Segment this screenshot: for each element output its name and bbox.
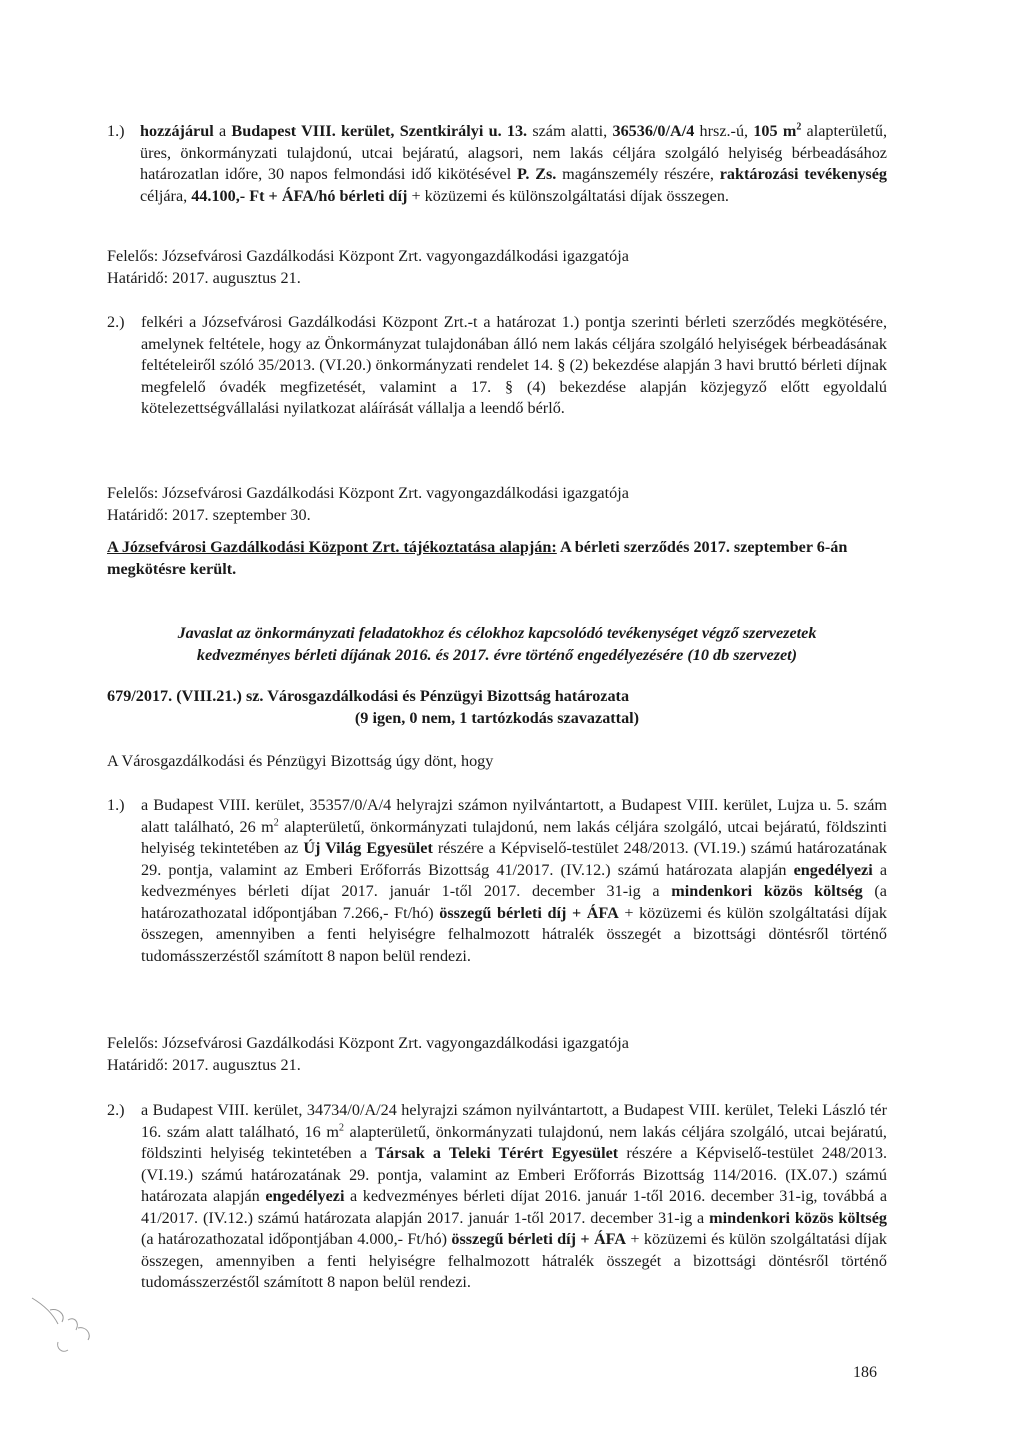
text-run: a Budapest VIII. kerület, 34734/0/A/24 helyrajzi számon nyilvántartott, a Budapest VIII. kerület, Teleki László tér 16. szám alatt található, 16 m <box>141 1101 887 1141</box>
item-number: 1.) <box>107 122 125 140</box>
item-number: 1.) <box>107 796 125 814</box>
text-run: + közüzemi és külön szolgáltatási díjak összegen, amennyiben a fenti helyiségre felhalmozott hátralék összegét a bizottsági döntésről történő tudomásszerzéstől számított 8 napon belül rendezi. <box>141 1230 887 1291</box>
superscript: 2 <box>338 1122 344 1134</box>
text-run: + közüzemi és külön szolgáltatási díjak összegen, amennyiben a fenti helyiségre felhalmozott hátralék összegét a bizottsági döntésről történő tudomásszerzéstől számított 8 napon belül rendezi. <box>141 903 887 965</box>
text-run: céljára, <box>140 186 192 205</box>
resolution-item-1 <box>107 121 887 207</box>
handwritten-initials <box>28 1290 108 1360</box>
text-run: a kedvezményes bérleti díjat 2016. január 1-től 2016. december 31-ig, továbbá a 41/2017. (IV.12.) számú határozata alapján 2017. január 1-től 2017. december 31-ig a <box>141 1187 888 1227</box>
info-text <box>107 537 887 580</box>
text-run: mindenkori közös költség <box>671 882 863 900</box>
text-run: engedélyezi <box>265 1187 345 1205</box>
responsible-line: Felelős: Józsefvárosi Gazdálkodási Központ Zrt. vagyongazdálkodási igazgatója <box>107 484 629 502</box>
superscript: 2 <box>273 817 279 829</box>
responsible-line: Felelős: Józsefvárosi Gazdálkodási Központ Zrt. vagyongazdálkodási igazgatója <box>107 247 629 265</box>
text-run: részére a Képviselő-testület 248/2013. (VI.19.) számú határozatának 29. pontja, valamint az Emberi Erőforrás Bizottság 114/2016. (IX.07.) számú határozata alapján <box>141 1144 887 1205</box>
text-run: (a határozathozatal időpontjában 4.000,- Ft/hó) <box>141 1230 452 1248</box>
superscript: 2 <box>796 121 802 133</box>
text-run: a <box>213 122 232 140</box>
text-run: A bérleti szerződés 2017. szeptember 6-án megkötésre került. <box>107 538 848 578</box>
intro-text: A Városgazdálkodási és Pénzügyi Bizottság úgy dönt, hogy <box>107 752 494 770</box>
underlined-text: A Józsefvárosi Gazdálkodási Központ Zrt. tájékoztatása alapján: <box>107 538 557 556</box>
text-run: 36536/0/A/4 <box>612 122 695 140</box>
proposal-line-1: Javaslat az önkormányzati feladatokhoz és célokhoz kapcsolódó tevékenységet végző szervezetek <box>177 624 817 642</box>
item-text: felkéri a Józsefvárosi Gazdálkodási Központ Zrt.-t a határozat 1.) pontja szerinti bérleti szerződés megkötésére, amelynek feltétele, hogy az Önkormányzat tulajdonában álló nem lakás céljára szolgáló helyiségek bérbeadásának feltételeiről szóló 35/2013. (VI.20.) önkormányzati rendelet 14. § (2) bekezdése alapján 3 havi bruttó bérleti díjnak megfelelő óvadék megfizetését, valamint a 17. § (4) bekezdése alapján közjegyző előtt egyoldalú kötelezettségvállalási nyilatkozat aláírását vállalja a leendő bérlő. <box>141 313 887 417</box>
text-run: Társak a Teleki Térért Egyesület <box>375 1144 619 1162</box>
info-note <box>107 537 887 580</box>
text-run: mindenkori közös költség <box>709 1208 887 1227</box>
text-run: + közüzemi és különszolgáltatási díjak összegen. <box>407 186 729 205</box>
item-number: 2.) <box>107 1101 125 1119</box>
text-run: összegű bérleti díj + ÁFA <box>451 1230 627 1248</box>
text-run: alapterületű, üres, önkormányzati tulajdonú, utcai bejáratú, alagsori, nem lakás céljára szolgáló helyiség bérbeadásához határozatlan időre, 30 napos felmondási idő kikötésével <box>140 122 888 183</box>
text-run: a kedvezményes bérleti díjat 2017. január 1-től 2017. december 31-ig a <box>141 860 888 900</box>
deadline-line: Határidő: 2017. augusztus 21. <box>107 268 301 287</box>
vote-line: (9 igen, 0 nem, 1 tartózkodás szavazattal) <box>354 708 640 727</box>
resolution-item-2 <box>107 312 887 420</box>
text-run: hrsz.-ú, <box>694 122 754 140</box>
resolution-item-2b <box>107 1100 887 1294</box>
text-run: alapterületű, önkormányzati tulajdonú, nem lakás céljára szolgáló, utcai bejáratú, földszinti helyiség tekintetében a <box>141 1122 887 1162</box>
text-run: 105 m <box>753 122 797 140</box>
responsible-line: Felelős: Józsefvárosi Gazdálkodási Központ Zrt. vagyongazdálkodási igazgatója <box>107 1034 629 1052</box>
responsibility-block-3 <box>107 1033 887 1076</box>
deadline-line: Határidő: 2017. szeptember 30. <box>107 505 311 524</box>
resolution-number-line: 679/2017. (VIII.21.) sz. Városgazdálkodási és Pénzügyi Bizottság határozata <box>107 687 630 705</box>
text-run: alapterületű, önkormányzati tulajdonú, nem lakás céljára szolgáló, utcai bejáratú, földszinti helyiség tekintetében az <box>141 817 887 857</box>
responsibility-block-1 <box>107 246 887 289</box>
text-run: összegű bérleti díj + ÁFA <box>439 903 619 922</box>
text-run: magánszemély részére, <box>556 165 720 183</box>
item-text <box>141 795 887 967</box>
proposal-heading <box>107 623 887 666</box>
proposal-line-2: kedvezményes bérleti díjának 2016. és 2017. évre történő engedélyezésére (10 db szervezet) <box>196 645 798 664</box>
text-run: részére a Képviselő-testület 248/2013. (VI.19.) számú határozatának 29. pontja, valamint az Emberi Erőforrás Bizottság 41/2017. (IV.12.) számú határozata alapján <box>141 839 887 879</box>
resolution-item-1b <box>107 795 887 967</box>
text-run: Új Világ Egyesület <box>303 839 433 857</box>
text-run: engedélyezi <box>793 860 873 879</box>
text-run: hozzájárul <box>140 122 214 140</box>
responsibility-block-2 <box>107 483 887 526</box>
text-run: a Budapest VIII. kerület, 35357/0/A/4 helyrajzi számon nyilvántartott, a Budapest VIII. kerület, Lujza u. 5. szám alatt található, 26 m <box>141 796 887 836</box>
text-run: (a határozathozatal időpontjában 7.266,- Ft/hó) <box>141 882 887 922</box>
text-run: raktározási tevékenység <box>719 165 888 183</box>
text-run: Budapest VIII. kerület, Szentkirályi u. 13. <box>231 122 528 140</box>
text-run: szám alatti, <box>527 122 613 140</box>
text-run: P. Zs. <box>517 165 557 183</box>
decision-intro <box>107 751 887 773</box>
deadline-line: Határidő: 2017. augusztus 21. <box>107 1055 301 1074</box>
item-number: 2.) <box>107 313 125 331</box>
item-text <box>141 1100 887 1294</box>
page-number: 186 <box>853 1364 877 1381</box>
resolution-heading <box>107 686 887 729</box>
text-run: 44.100,- Ft + ÁFA/hó bérleti díj <box>191 186 408 205</box>
item-text <box>140 121 887 207</box>
